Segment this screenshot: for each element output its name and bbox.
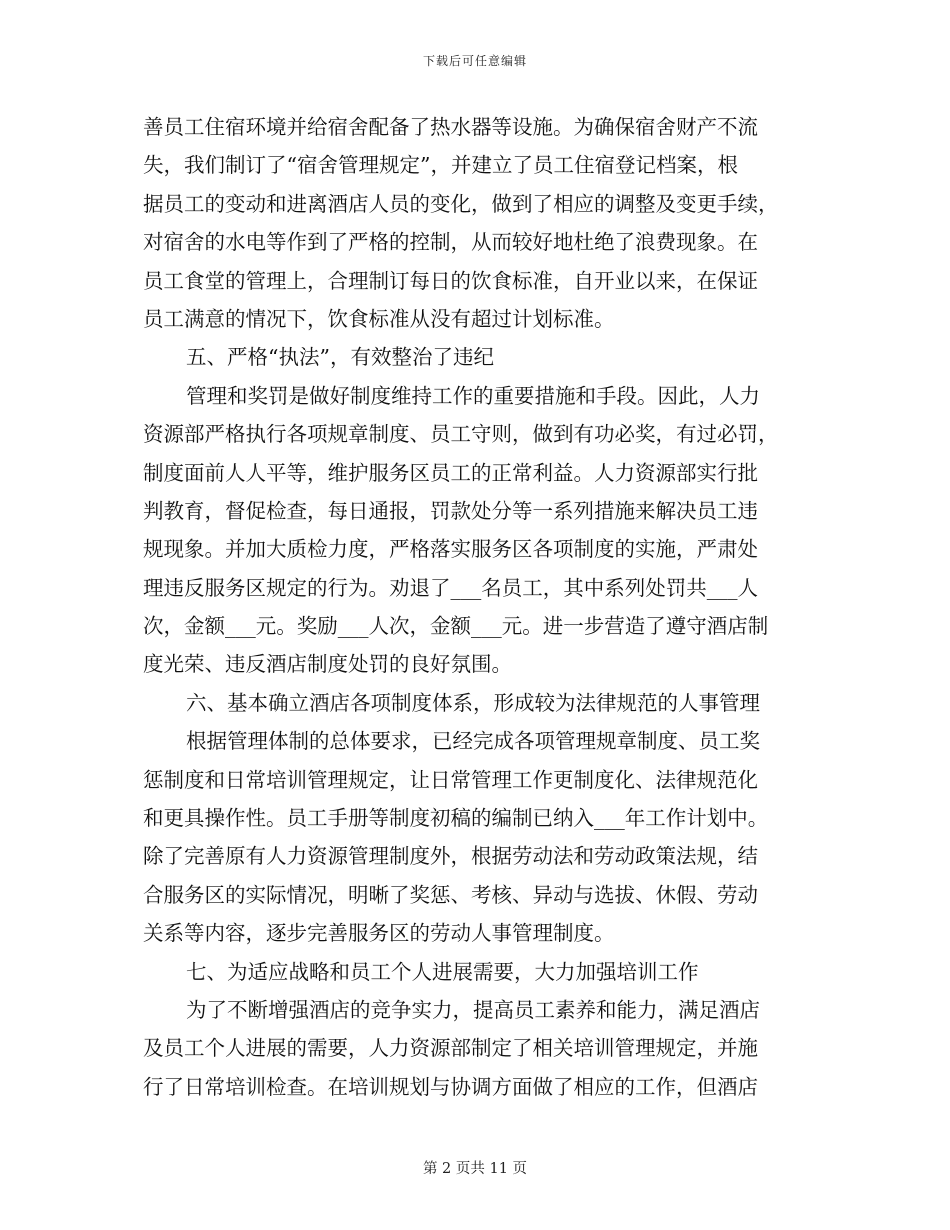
text-line: 制度面前人人平等，维护服务区员工的正常利益。人力资源部实行批 (143, 460, 758, 485)
document-body (143, 108, 807, 1106)
text-line: 关系等内容，逐步完善服务区的劳动人事管理制度。 (143, 921, 615, 946)
text-line: 失，我们制订了“宿舍管理规定”，并建立了员工住宿登记档案，根 (143, 153, 738, 178)
paragraph-start-line: 管理和奖罚是做好制度维持工作的重要措施和手段。因此，人力 (186, 383, 760, 408)
header-note: 下载后可任意编辑 (422, 54, 527, 68)
section-heading: 七、为适应战略和员工个人进展需要，大力加强培训工作 (186, 959, 699, 984)
text-line: 善员工住宿环境并给宿舍配备了热水器等设施。为确保宿舍财产不流 (143, 115, 758, 139)
paragraph-start-line: 为了不断增强酒店的竞争实力，提高员工素养和能力，满足酒店 (186, 997, 760, 1022)
section-heading: 五、严格“执法”，有效整治了违纪 (186, 345, 494, 370)
section-heading: 六、基本确立酒店各项制度体系，形成较为法律规范的人事管理 (186, 690, 760, 715)
page-number-footer: 第 2 页共 11 页 (422, 1161, 528, 1177)
text-line: 行了日常培训检查。在培训规划与协调方面做了相应的工作，但酒店 (143, 1074, 758, 1099)
text-line: 资源部严格执行各项规章制度、员工守则，做到有功必奖，有过必罚， (143, 422, 779, 447)
text-line: 除了完善原有人力资源管理制度外，根据劳动法和劳动政策法规，结 (143, 844, 758, 869)
text-line: 判教育，督促检查，每日通报，罚款处分等一系列措施来解决员工违 (143, 498, 758, 523)
text-line: 员工食堂的管理上，合理制订每日的饮食标准，自开业以来，在保证 (143, 268, 758, 293)
text-line: 员工满意的情况下，饮食标准从没有超过计划标准。 (143, 306, 615, 331)
text-line: 惩制度和日常培训管理规定，让日常管理工作更制度化、法律规范化 (143, 767, 758, 792)
text-line: 规现象。并加大质检力度，严格落实服务区各项制度的实施，严肃处 (143, 537, 758, 562)
text-line: 及员工个人进展的需要，人力资源部制定了相关培训管理规定，并施 (143, 1036, 758, 1061)
text-line: 度光荣、违反酒店制度处罚的良好氛围。 (143, 652, 512, 677)
text-line: 次，金额___元。奖励___人次，金额___元。进一步营造了遵守酒店制 (143, 614, 769, 639)
text-line: 和更具操作性。员工手册等制度初稿的编制已纳入___年工作计划中。 (143, 806, 769, 831)
text-line: 合服务区的实际情况，明晰了奖惩、考核、异动与选拔、休假、劳动 (143, 882, 758, 907)
paragraph-start-line: 根据管理体制的总体要求，已经完成各项管理规章制度、员工奖 (186, 729, 760, 754)
text-line: 理违反服务区规定的行为。劝退了___名员工，其中系列处罚共___人 (143, 575, 758, 600)
text-line: 对宿舍的水电等作到了严格的控制，从而较好地杜绝了浪费现象。在 (143, 230, 758, 255)
text-line: 据员工的变动和进离酒店人员的变化，做到了相应的调整及变更手续， (143, 191, 779, 216)
